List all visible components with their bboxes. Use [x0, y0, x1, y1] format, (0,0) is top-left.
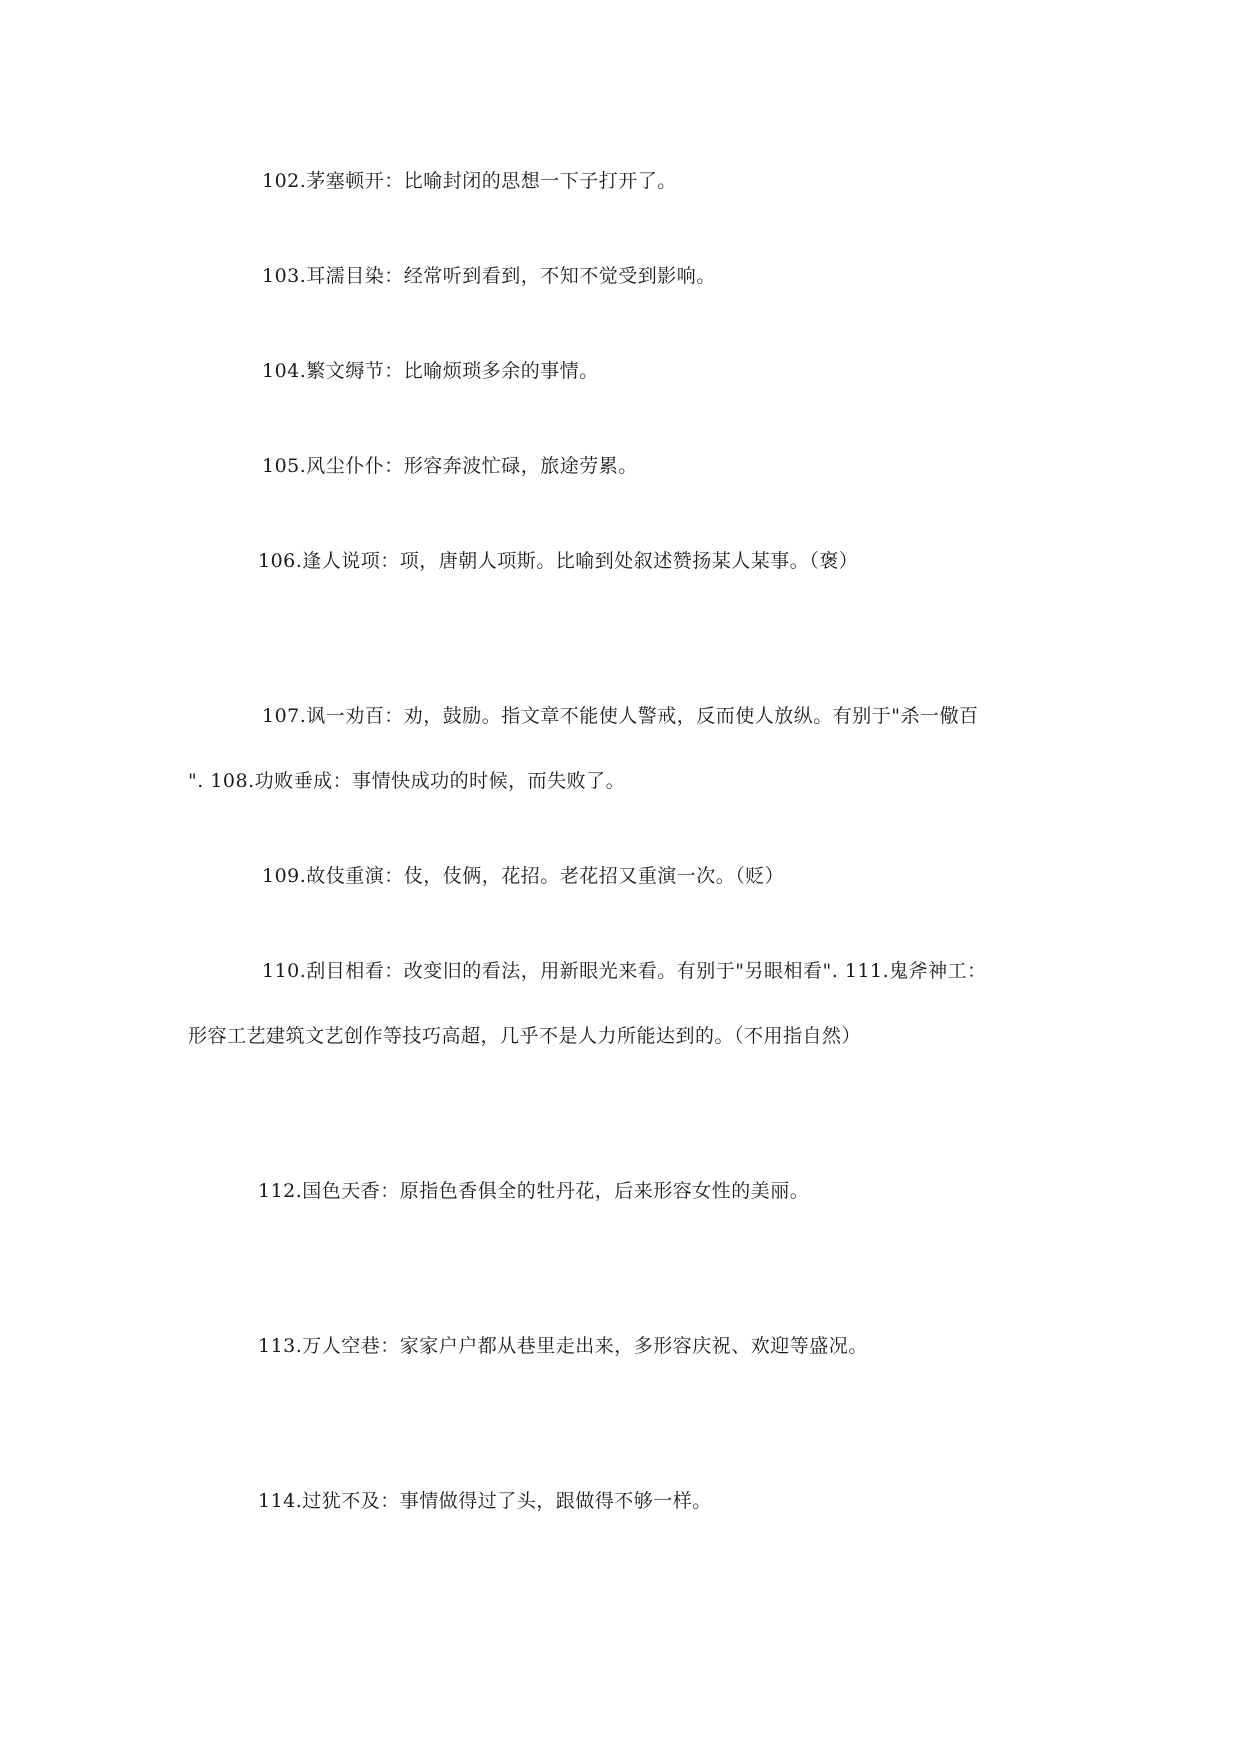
entry-112: 112.国色天香：原指色香俱全的牡丹花，后来形容女性的美丽。 — [258, 1180, 810, 1202]
entry-104: 104.繁文缛节：比喻烦琐多余的事情。 — [262, 360, 599, 382]
entry-113: 113.万人空巷：家家户户都从巷里走出来，多形容庆祝、欢迎等盛况。 — [258, 1335, 868, 1357]
entry-109: 109.故伎重演：伎，伎俩，花招。老花招又重演一次。（贬） — [262, 865, 785, 887]
entry-105: 105.风尘仆仆：形容奔波忙碌，旅途劳累。 — [262, 455, 638, 477]
entry-106: 106.逢人说项：项，唐朝人项斯。比喻到处叙述赞扬某人某事。（褒） — [258, 550, 859, 572]
entry-102: 102.茅塞顿开：比喻封闭的思想一下子打开了。 — [262, 170, 677, 192]
entry-111-continuation: 形容工艺建筑文艺创作等技巧高超，几乎不是人力所能达到的。（不用指自然） — [188, 1025, 862, 1047]
entry-107-108-continuation: ". 108.功败垂成：事情快成功的时候，而失败了。 — [188, 770, 626, 792]
entry-110-111: 110.刮目相看：改变旧的看法，用新眼光来看。有别于"另眼相看". 111.鬼斧神工： — [262, 960, 987, 982]
entry-114: 114.过犹不及：事情做得过了头，跟做得不够一样。 — [258, 1490, 712, 1512]
entry-107: 107.讽一劝百：劝，鼓励。指文章不能使人警戒，反而使人放纵。有别于"杀一儆百 — [262, 705, 979, 727]
entry-103: 103.耳濡目染：经常听到看到，不知不觉受到影响。 — [262, 265, 716, 287]
